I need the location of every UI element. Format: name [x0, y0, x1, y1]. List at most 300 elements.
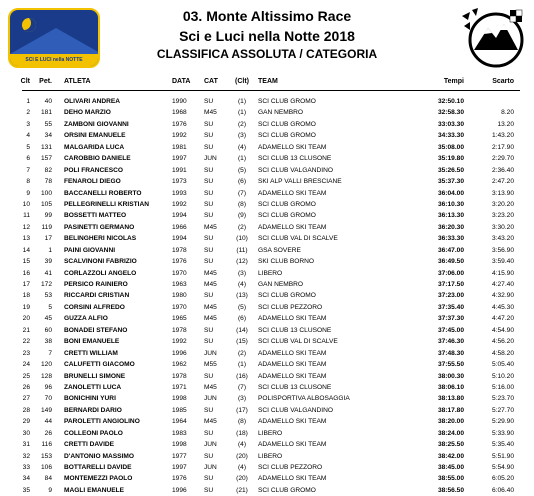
table-row: [0, 176, 534, 187]
cell-pet: 40: [44, 98, 52, 105]
cell-scarto: 5:35.40: [492, 441, 514, 449]
cell-atleta: BACCANELLI ROBERTO: [64, 189, 142, 197]
cell-tempi: 34:33.30: [437, 132, 464, 140]
cell-tempi: 37:06.00: [437, 269, 464, 277]
cell-cat: SU: [204, 143, 214, 151]
cell-clt: 30: [22, 429, 30, 437]
cell-ch: (12): [236, 258, 248, 266]
cell-data: 1998: [172, 441, 187, 449]
cell-tempi: 36:47.00: [437, 246, 464, 254]
cell-ch: (3): [237, 132, 247, 140]
cell-team: ADAMELLO SKI TEAM: [258, 475, 327, 483]
cell-scarto: 4:15.90: [492, 269, 514, 277]
table-row: [0, 96, 534, 107]
table-row: [0, 245, 534, 256]
cell-atleta: DEHO MARZIO: [64, 109, 111, 117]
cell-atleta: BERNARDI DARIO: [64, 406, 122, 414]
cell-scarto: 3:59.40: [492, 258, 514, 266]
cell-pet: 39: [44, 258, 52, 266]
cell-atleta: PELLEGRINELLI KRISTIAN: [64, 200, 149, 208]
cell-ch: (21): [236, 486, 248, 494]
cell-atleta: BONI EMANUELE: [64, 338, 120, 346]
cell-pet: 149: [40, 406, 52, 414]
cell-ch: (4): [237, 281, 247, 288]
table-row: [0, 416, 534, 427]
cell-clt: 17: [22, 281, 30, 288]
table-row: [0, 188, 534, 199]
cell-atleta: CORLAZZOLI ANGELO: [64, 269, 137, 277]
cell-pet: 1: [48, 246, 52, 254]
table-row: [0, 119, 534, 130]
table-row: [0, 153, 534, 164]
cell-atleta: BOTTARELLI DAVIDE: [64, 464, 132, 471]
cell-clt: 22: [22, 338, 30, 346]
event-subtitle: Sci e Luci nella Notte 2018: [179, 28, 355, 44]
cell-team: SCI CLUB 13 CLUSONE: [258, 326, 332, 334]
cell-team: SCI CLUB VALGANDINO: [258, 166, 333, 174]
cell-tempi: 35:37.30: [437, 178, 464, 186]
cell-tempi: 32:50.10: [437, 98, 464, 105]
cell-team: GSA SOVERE: [258, 246, 301, 254]
cell-data: 1978: [172, 372, 187, 380]
cell-data: 1992: [172, 338, 187, 346]
cell-tempi: 38:24.00: [437, 429, 464, 437]
cell-team: SCI CLUB GROMO: [258, 120, 316, 128]
cell-scarto: 5:10.20: [492, 372, 514, 380]
cell-cat: SU: [204, 326, 214, 334]
cell-pet: 44: [44, 418, 52, 426]
cell-atleta: MONTEMEZZI PAOLO: [64, 475, 133, 483]
table-row: [0, 279, 534, 290]
cell-team: SCI CLUB GROMO: [258, 486, 316, 494]
cell-ch: (11): [236, 246, 248, 254]
cell-data: 1976: [172, 475, 187, 483]
cell-team: POLISPORTIVA ALBOSAGGIA: [258, 395, 350, 403]
cell-ch: (6): [237, 315, 247, 323]
cell-data: 1971: [172, 383, 187, 391]
cell-clt: 23: [22, 349, 30, 357]
cell-clt: 4: [26, 132, 30, 140]
table-row: [0, 382, 534, 393]
cell-pet: 70: [44, 395, 52, 403]
cell-clt: 32: [22, 452, 30, 460]
cell-pet: 38: [44, 338, 52, 346]
cell-clt: 13: [22, 235, 30, 243]
cell-pet: 7: [48, 349, 52, 357]
cell-cat: SU: [204, 200, 214, 208]
table-row: [0, 393, 534, 404]
cell-ch: (3): [237, 395, 247, 403]
cell-atleta: GUZZA ALFIO: [64, 315, 108, 323]
cell-tempi: 37:45.00: [437, 326, 464, 334]
cell-pet: 84: [44, 475, 52, 483]
table-row: [0, 371, 534, 382]
cell-pet: 119: [41, 223, 52, 231]
cell-scarto: 4:47.20: [492, 315, 514, 323]
cell-scarto: 6:05.20: [492, 475, 514, 483]
cell-ch: (14): [236, 326, 248, 334]
cell-ch: (10): [236, 235, 248, 243]
cell-clt: 7: [26, 166, 30, 174]
cell-team: SKI CLUB BORNO: [258, 258, 315, 266]
cell-team: ADAMELLO SKI TEAM: [258, 349, 327, 357]
cell-pet: 78: [44, 178, 52, 186]
cell-cat: JUN: [204, 395, 217, 403]
cell-atleta: POLI FRANCESCO: [64, 166, 123, 174]
cell-cat: SU: [204, 258, 214, 266]
cell-data: 1966: [172, 223, 187, 231]
cell-ch: (2): [237, 223, 247, 231]
cell-clt: 18: [22, 292, 30, 300]
cell-team: SCI CLUB GROMO: [258, 132, 316, 140]
cell-ch: (4): [237, 441, 247, 449]
cell-ch: (20): [236, 452, 248, 460]
cell-tempi: 38:55.00: [437, 475, 464, 483]
cell-scarto: 4:32.90: [492, 292, 514, 300]
table-row: [0, 210, 534, 221]
cell-ch: (2): [237, 120, 247, 128]
cell-cat: M45: [204, 223, 217, 231]
cell-scarto: 2:29.70: [492, 155, 514, 163]
cell-scarto: 5:29.90: [492, 418, 514, 426]
cell-data: 1970: [172, 269, 187, 277]
cell-cat: SU: [204, 452, 214, 460]
cell-scarto: 3:30.20: [492, 223, 514, 231]
cell-ch: (7): [237, 189, 247, 197]
cell-data: 1996: [172, 349, 187, 357]
cell-clt: 29: [22, 418, 30, 426]
cell-clt: 27: [22, 395, 30, 403]
cell-clt: 9: [26, 189, 30, 197]
cell-team: SCI CLUB GROMO: [258, 212, 316, 220]
race-title: 03. Monte Altissimo Race: [182, 8, 352, 24]
cell-ch: (1): [237, 155, 247, 163]
cell-ch: (2): [237, 349, 247, 357]
cell-atleta: BONADEI STEFANO: [64, 326, 128, 334]
cell-team: SKI ALP VALLI BRESCIANE: [258, 178, 342, 186]
cell-tempi: 37:23.00: [437, 292, 464, 300]
cell-scarto: 2:36.40: [492, 166, 514, 174]
cell-cat: SU: [204, 166, 214, 174]
cell-pet: 53: [44, 292, 52, 300]
cell-scarto: 2:17.90: [492, 143, 514, 151]
cell-scarto: 3:13.90: [492, 189, 514, 197]
cell-data: 1997: [172, 155, 187, 163]
table-row: [0, 439, 534, 450]
cell-cat: SU: [204, 120, 214, 128]
col-pet: Pet.: [39, 78, 52, 85]
cell-data: 1964: [172, 418, 187, 426]
cell-pet: 60: [44, 326, 52, 334]
cell-clt: 10: [22, 200, 30, 208]
cell-team: SCI CLUB GROMO: [258, 200, 316, 208]
table-row: [0, 451, 534, 462]
table-row: [0, 473, 534, 484]
cell-tempi: 38:17.80: [437, 406, 464, 414]
cell-atleta: PERSICO RAINIERO: [64, 281, 128, 288]
cell-team: LIBERO: [258, 452, 283, 460]
cell-team: ADAMELLO SKI TEAM: [258, 223, 327, 231]
cell-atleta: CAROBBIO DANIELE: [64, 155, 131, 163]
cell-atleta: CALUFETTI GIACOMO: [64, 361, 135, 369]
cell-scarto: 4:54.90: [492, 326, 514, 334]
cell-scarto: 3:43.20: [492, 235, 514, 243]
cell-atleta: CRETTI DAVIDE: [64, 441, 115, 449]
cell-tempi: 36:49.50: [437, 258, 464, 266]
cell-cat: SU: [204, 292, 214, 300]
cell-scarto: 8.20: [501, 109, 514, 117]
cell-team: SCI CLUB VAL DI SCALVE: [258, 235, 338, 243]
table-row: [0, 302, 534, 313]
cell-atleta: MALGARIDA LUCA: [64, 143, 125, 151]
cell-cat: JUN: [204, 155, 217, 163]
table-row: [0, 405, 534, 416]
cell-data: 1994: [172, 235, 187, 243]
cell-atleta: PAROLETTI ANGIOLINO: [64, 418, 140, 426]
col-tempi: Tempi: [443, 78, 464, 85]
cell-tempi: 36:04.00: [437, 189, 464, 197]
table-row: [0, 462, 534, 473]
cell-team: SCI CLUB 13 CLUSONE: [258, 155, 332, 163]
cell-atleta: D'ANTONIO MASSIMO: [64, 452, 134, 460]
cell-tempi: 37:35.40: [437, 303, 464, 311]
cell-tempi: 35:08.00: [437, 143, 464, 151]
cell-pet: 153: [40, 452, 52, 460]
cell-scarto: 3:20.20: [492, 200, 514, 208]
table-row: [0, 348, 534, 359]
cell-cat: SU: [204, 132, 214, 140]
cell-data: 1965: [172, 315, 187, 323]
cell-pet: 34: [44, 132, 52, 140]
cell-atleta: PAINI GIOVANNI: [64, 246, 116, 254]
cell-data: 1994: [172, 212, 187, 220]
cell-tempi: 38:06.10: [437, 383, 464, 391]
cell-cat: SU: [204, 212, 214, 220]
cell-team: ADAMELLO SKI TEAM: [258, 361, 327, 369]
cell-team: SCI CLUB VAL DI SCALVE: [258, 338, 338, 346]
cell-team: LIBERO: [258, 269, 283, 277]
cell-pet: 41: [44, 269, 52, 277]
table-row: [0, 359, 534, 370]
table-row: [0, 256, 534, 267]
cell-tempi: 36:13.30: [437, 212, 464, 220]
header-divider: [22, 90, 520, 91]
cell-ch: (1): [237, 109, 247, 117]
cell-team: SCI CLUB PEZZORO: [258, 464, 323, 471]
cell-tempi: 32:58.30: [437, 109, 464, 117]
cell-cat: SU: [204, 178, 214, 186]
cell-atleta: BELINGHERI NICOLAS: [64, 235, 137, 243]
cell-pet: 128: [40, 372, 52, 380]
col-team: TEAM: [258, 78, 278, 85]
cell-atleta: SCALVINONI FABRIZIO: [64, 258, 137, 266]
cell-ch: (5): [237, 303, 247, 311]
cell-pet: 172: [40, 281, 52, 288]
cell-tempi: 35:19.80: [437, 155, 464, 163]
cell-cat: SU: [204, 429, 214, 437]
table-row: [0, 290, 534, 301]
cell-data: 1977: [172, 452, 187, 460]
cell-data: 1996: [172, 486, 187, 494]
cell-team: SCI CLUB 13 CLUSONE: [258, 383, 332, 391]
cell-cat: M45: [204, 315, 217, 323]
cell-scarto: 5:33.90: [492, 429, 514, 437]
cell-tempi: 37:37.30: [437, 315, 464, 323]
table-row: [0, 199, 534, 210]
cell-team: ADAMELLO SKI TEAM: [258, 441, 327, 449]
results-table: [0, 96, 534, 496]
cell-team: SCI CLUB GROMO: [258, 98, 316, 105]
cell-ch: (16): [236, 372, 248, 380]
cell-clt: 14: [22, 246, 30, 254]
classification-title: CLASSIFICA ASSOLUTA / CATEGORIA: [156, 47, 378, 61]
cell-data: 1976: [172, 258, 187, 266]
cell-team: SCI CLUB GROMO: [258, 292, 316, 300]
cell-clt: 5: [26, 143, 30, 151]
col-clt: Clt: [20, 78, 30, 85]
cell-cat: SU: [204, 475, 214, 483]
cell-tempi: 36:10.30: [437, 200, 464, 208]
cell-ch: (13): [236, 292, 248, 300]
cell-pet: 120: [40, 361, 52, 369]
cell-scarto: 4:45.30: [492, 303, 514, 311]
cell-scarto: 3:23.20: [492, 212, 514, 220]
cell-clt: 8: [26, 178, 30, 186]
cell-tempi: 37:17.50: [437, 281, 464, 288]
table-row: [0, 142, 534, 153]
cell-clt: 31: [22, 441, 30, 449]
cell-ch: (17): [236, 406, 248, 414]
cell-team: LIBERO: [258, 429, 283, 437]
cell-tempi: 33:03.30: [437, 120, 464, 128]
cell-tempi: 38:00.30: [437, 372, 464, 380]
cell-team: ADAMELLO SKI TEAM: [258, 372, 327, 380]
cell-tempi: 38:13.80: [437, 395, 464, 403]
cell-cat: M45: [204, 109, 217, 117]
cell-pet: 105: [40, 200, 52, 208]
cell-cat: M45: [204, 281, 217, 288]
cell-scarto: 5:27.70: [492, 406, 514, 414]
cell-scarto: 2:47.20: [492, 178, 514, 186]
cell-cat: SU: [204, 98, 214, 105]
cell-data: 1981: [172, 143, 187, 151]
cell-cat: M45: [204, 418, 217, 426]
col-atleta: ATLETA: [64, 78, 91, 85]
cell-ch: (15): [236, 338, 248, 346]
cell-tempi: 36:33.30: [437, 235, 464, 243]
cell-data: 1992: [172, 200, 187, 208]
cell-scarto: 5:05.40: [492, 361, 514, 369]
cell-clt: 20: [22, 315, 30, 323]
cell-cat: SU: [204, 372, 214, 380]
table-row: [0, 165, 534, 176]
cell-data: 1990: [172, 98, 187, 105]
cell-scarto: 1:43.20: [492, 132, 514, 140]
cell-pet: 96: [44, 383, 52, 391]
cell-clt: 6: [26, 155, 30, 163]
cell-atleta: CRETTI WILLIAM: [64, 349, 118, 357]
cell-data: 1983: [172, 429, 187, 437]
cell-cat: SU: [204, 246, 214, 254]
cell-data: 1963: [172, 281, 187, 288]
cell-scarto: 13.20: [497, 120, 514, 128]
cell-data: 1978: [172, 326, 187, 334]
cell-clt: 15: [22, 258, 30, 266]
cell-pet: 5: [48, 303, 52, 311]
cell-data: 1980: [172, 292, 187, 300]
cell-atleta: RICCARDI CRISTIAN: [64, 292, 130, 300]
cell-team: ADAMELLO SKI TEAM: [258, 418, 327, 426]
cell-data: 1998: [172, 395, 187, 403]
cell-clt: 3: [26, 120, 30, 128]
cell-cat: JUN: [204, 349, 217, 357]
cell-atleta: COLLEONI PAOLO: [64, 429, 123, 437]
cell-scarto: 3:56.90: [492, 246, 514, 254]
cell-team: GAN NEMBRO: [258, 281, 304, 288]
cell-ch: (20): [236, 475, 248, 483]
cell-pet: 82: [44, 166, 52, 174]
cell-cat: SU: [204, 406, 214, 414]
cell-pet: 9: [48, 486, 52, 494]
col-cat: CAT: [204, 78, 218, 85]
cell-data: 1985: [172, 406, 187, 414]
cell-clt: 19: [22, 303, 30, 311]
cell-scarto: 5:16.00: [492, 383, 514, 391]
cell-atleta: MAGLI EMANUELE: [64, 486, 125, 494]
cell-clt: 35: [22, 486, 30, 494]
table-row: [0, 130, 534, 141]
cell-tempi: 38:25.50: [437, 441, 464, 449]
table-row: [0, 428, 534, 439]
cell-pet: 45: [44, 315, 52, 323]
cell-team: ADAMELLO SKI TEAM: [258, 189, 327, 197]
cell-tempi: 38:56.50: [437, 486, 464, 494]
cell-scarto: 6:06.40: [492, 486, 514, 494]
cell-ch: (4): [237, 143, 247, 151]
cell-clt: 11: [23, 212, 30, 220]
cell-atleta: ZANOLETTI LUCA: [64, 383, 122, 391]
cell-ch: (8): [237, 418, 247, 426]
cell-tempi: 37:48.30: [437, 349, 464, 357]
cell-cat: JUN: [204, 464, 217, 471]
cell-clt: 2: [26, 109, 30, 117]
cell-cat: SU: [204, 486, 214, 494]
cell-clt: 28: [22, 406, 30, 414]
cell-ch: (18): [236, 429, 248, 437]
cell-tempi: 38:45.00: [437, 464, 464, 471]
col-scarto: Scarto: [492, 78, 514, 85]
cell-team: SCI CLUB VALGANDINO: [258, 406, 333, 414]
table-header: [0, 78, 534, 90]
cell-data: 1970: [172, 303, 187, 311]
cell-pet: 106: [40, 464, 52, 471]
cell-clt: 25: [22, 372, 30, 380]
table-row: [0, 222, 534, 233]
cell-data: 1991: [172, 166, 187, 174]
cell-atleta: BOSSETTI MATTEO: [64, 212, 127, 220]
cell-atleta: FENAROLI DIEGO: [64, 178, 121, 186]
cell-tempi: 37:55.50: [437, 361, 464, 369]
cell-team: GAN NEMBRO: [258, 109, 304, 117]
cell-clt: 26: [22, 383, 30, 391]
cell-scarto: 4:27.40: [492, 281, 514, 288]
cell-ch: (7): [237, 383, 247, 391]
cell-tempi: 38:20.00: [437, 418, 464, 426]
cell-ch: (1): [237, 98, 247, 105]
cell-data: 1973: [172, 178, 187, 186]
cell-team: ADAMELLO SKI TEAM: [258, 315, 327, 323]
cell-scarto: 4:58.20: [492, 349, 514, 357]
